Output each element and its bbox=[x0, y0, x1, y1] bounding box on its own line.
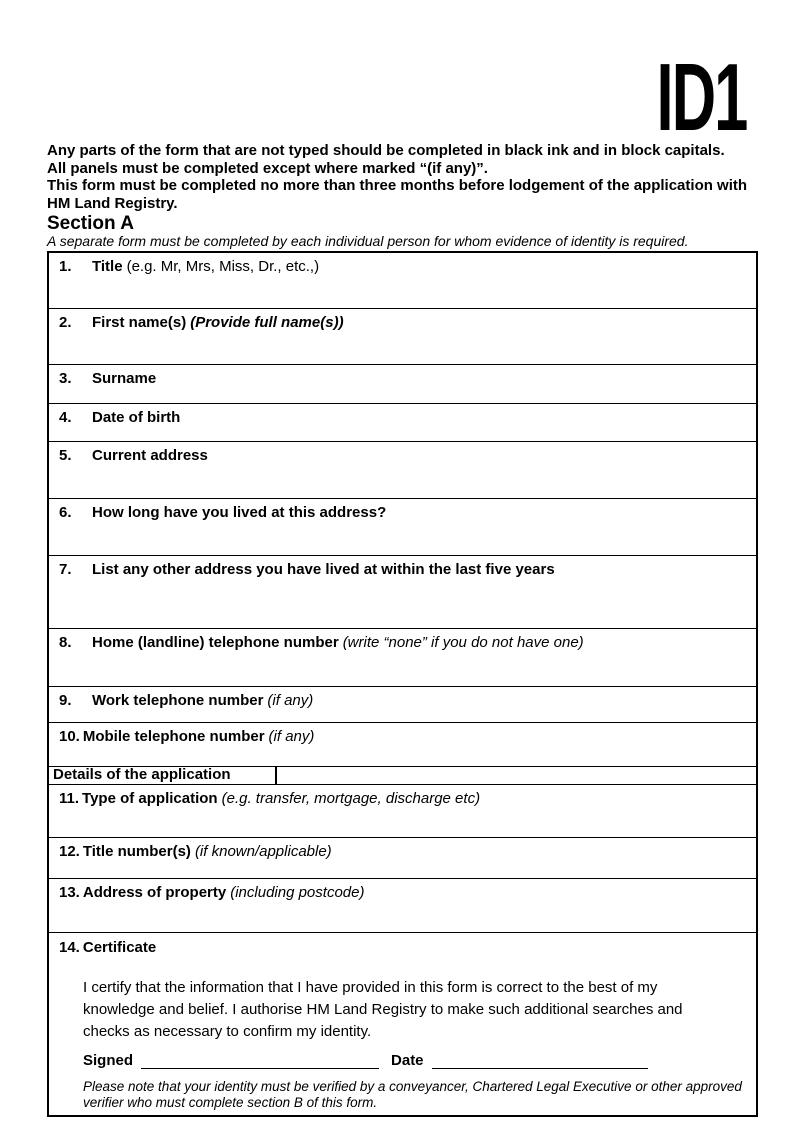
row-label: Mobile telephone number bbox=[82, 728, 265, 745]
row-sublabel: (Provide full name(s)) bbox=[190, 314, 344, 331]
section-a-heading: Section A bbox=[47, 213, 134, 234]
intro-line: All panels must be completed except where marked “(if any)”. bbox=[47, 159, 488, 177]
form-row-time-at-address bbox=[49, 499, 756, 556]
form-row-work-telephone bbox=[49, 687, 756, 723]
row-number: 7. bbox=[59, 561, 72, 578]
form-row-property-address bbox=[49, 879, 756, 933]
row-number: 8. bbox=[59, 634, 72, 651]
row-label: Type of application bbox=[82, 790, 218, 807]
row-label: Work telephone number bbox=[92, 692, 264, 709]
id1-logo: ID1 bbox=[656, 44, 746, 151]
signature-blank-line bbox=[141, 1054, 379, 1069]
row-number: 2. bbox=[59, 314, 72, 331]
row-sublabel: (e.g. Mr, Mrs, Miss, Dr., etc.,) bbox=[126, 258, 320, 275]
row-sublabel: (if known/applicable) bbox=[194, 843, 332, 860]
section-a-table bbox=[47, 251, 758, 1117]
form-row-other-addresses bbox=[49, 556, 756, 629]
row-sublabel: (including postcode) bbox=[230, 884, 365, 901]
row-sublabel: (write “none” if you do not have one) bbox=[342, 634, 584, 651]
form-row-title bbox=[49, 253, 756, 309]
row-number: 13. bbox=[59, 884, 80, 901]
row-label: List any other address you have lived at within the last five years bbox=[92, 561, 555, 578]
certificate-statement-line: knowledge and belief. I authorise HM Land Registry to make such additional searches and bbox=[83, 1001, 683, 1018]
form-row-first-names bbox=[49, 309, 756, 365]
form-row-mobile-telephone bbox=[49, 723, 756, 767]
form-row-current-address bbox=[49, 442, 756, 499]
certificate-statement-line: checks as necessary to confirm my identity. bbox=[83, 1023, 372, 1040]
row-label: Address of property bbox=[82, 884, 227, 901]
row-sublabel: (if any) bbox=[268, 728, 315, 745]
form-row-certificate bbox=[49, 933, 756, 1115]
signature-line bbox=[83, 1052, 746, 1069]
verifier-note bbox=[83, 1079, 746, 1111]
intro-instructions bbox=[47, 142, 759, 212]
date-label: Date bbox=[391, 1052, 424, 1069]
form-row-home-telephone bbox=[49, 629, 756, 687]
form-content bbox=[47, 142, 759, 1117]
intro-line: This form must be completed no more than three months before lodgement of the application with bbox=[47, 177, 748, 194]
date-blank-line bbox=[432, 1054, 648, 1069]
row-label: Surname bbox=[92, 370, 157, 387]
row-number: 10. bbox=[59, 728, 80, 745]
details-of-application-header: Details of the application bbox=[49, 767, 277, 784]
row-sublabel: (if any) bbox=[267, 692, 314, 709]
details-of-application-row bbox=[49, 767, 756, 785]
certificate-label-line bbox=[59, 939, 746, 956]
row-sublabel: (e.g. transfer, mortgage, discharge etc) bbox=[221, 790, 481, 807]
row-number: 5. bbox=[59, 447, 72, 464]
section-a-note: A separate form must be completed by each individual person for whom evidence of identity is required. bbox=[47, 233, 689, 249]
certificate-statement-line: I certify that the information that I have provided in this form is correct to the best of my bbox=[83, 979, 658, 996]
intro-line: Any parts of the form that are not typed should be completed in black ink and in block capitals. bbox=[47, 142, 725, 159]
row-label: Date of birth bbox=[92, 409, 181, 426]
row-label: Home (landline) telephone number bbox=[92, 634, 339, 651]
form-row-title-numbers bbox=[49, 838, 756, 879]
row-number: 14. bbox=[59, 939, 80, 956]
row-number: 1. bbox=[59, 258, 72, 275]
row-number: 12. bbox=[59, 843, 80, 860]
row-label: First name(s) bbox=[92, 314, 187, 331]
form-row-type-of-application bbox=[49, 785, 756, 838]
signed-label: Signed bbox=[83, 1052, 134, 1069]
certificate-statement bbox=[83, 977, 746, 1043]
row-label: Certificate bbox=[82, 939, 157, 956]
row-label: Title bbox=[92, 258, 123, 275]
verifier-note-line: verifier who must complete section B of this form. bbox=[83, 1095, 378, 1110]
form-row-surname bbox=[49, 365, 756, 404]
verifier-note-line: Please note that your identity must be verified by a conveyancer, Chartered Legal Executive or other approved bbox=[83, 1079, 742, 1094]
row-label: How long have you lived at this address? bbox=[92, 504, 387, 521]
intro-line: HM Land Registry. bbox=[47, 194, 178, 212]
row-number: 11. bbox=[59, 790, 80, 807]
row-number: 9. bbox=[59, 692, 72, 709]
row-number: 3. bbox=[59, 370, 72, 387]
row-label: Title number(s) bbox=[82, 843, 191, 860]
form-row-date-of-birth bbox=[49, 404, 756, 442]
row-label: Current address bbox=[92, 447, 208, 464]
row-number: 4. bbox=[59, 409, 72, 426]
row-number: 6. bbox=[59, 504, 72, 521]
